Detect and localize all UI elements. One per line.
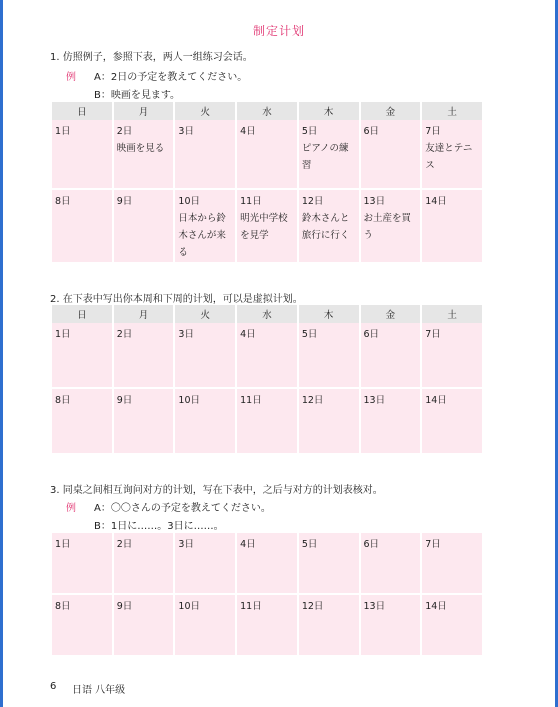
day-number: 7日	[425, 539, 441, 550]
section-3-example-b: B：1日に……。3日に……。	[94, 521, 224, 532]
day-cell	[361, 389, 421, 455]
day-cell	[237, 323, 297, 389]
weekday-header: 月	[114, 305, 174, 323]
day-number: 9日	[116, 196, 133, 207]
week-row-2	[52, 595, 482, 657]
day-cell	[361, 190, 421, 264]
weekday-header: 日	[52, 102, 112, 120]
day-number: 12日	[301, 601, 324, 612]
page-number: 6	[50, 681, 57, 692]
day-number: 8日	[55, 601, 71, 612]
week-row-2	[52, 190, 482, 264]
day-number: 5日	[301, 329, 318, 340]
day-cell	[299, 595, 359, 657]
day-number: 11日	[240, 601, 262, 612]
day-cell	[175, 120, 235, 190]
day-number: 14日	[425, 395, 447, 406]
weekday-header: 土	[422, 102, 482, 120]
weekday-header: 金	[361, 305, 421, 323]
weekday-header: 火	[175, 102, 235, 120]
day-cell	[237, 120, 297, 190]
day-number: 12日	[301, 395, 324, 406]
weekday-header: 水	[237, 102, 297, 120]
section-2-question: 2. 在下表中写出你本周和下周的计划，可以是虚拟计划。	[50, 294, 303, 305]
day-number: 10日	[178, 395, 200, 406]
day-cell	[52, 595, 112, 657]
day-cell	[114, 190, 174, 264]
day-number: 2日	[116, 329, 133, 340]
weekday-header: 木	[299, 102, 359, 120]
day-cell	[237, 389, 297, 455]
day-number: 3日	[178, 539, 194, 550]
day-number: 7日	[425, 329, 441, 340]
section-3-example-label: 例	[66, 503, 76, 514]
day-cell	[114, 120, 174, 190]
day-cell	[175, 190, 235, 264]
day-cell	[299, 323, 359, 389]
day-cell	[422, 190, 482, 264]
week-row-1	[52, 120, 482, 190]
day-cell	[422, 323, 482, 389]
day-number: 11日	[240, 395, 262, 406]
day-number: 13日	[363, 196, 386, 207]
plan-note: ピアノの練習	[301, 143, 349, 171]
plan-note: 鈴木さんと旅行に行く	[301, 213, 350, 241]
day-cell	[361, 595, 421, 657]
schedule-table-3	[50, 533, 484, 657]
day-cell	[175, 595, 235, 657]
book-title: 日语 八年级	[72, 685, 126, 696]
day-cell	[114, 595, 174, 657]
day-cell	[175, 323, 235, 389]
day-number: 1日	[55, 539, 71, 550]
day-cell	[361, 323, 421, 389]
day-cell	[114, 533, 174, 595]
day-number: 3日	[178, 329, 194, 340]
schedule-table-2	[50, 305, 484, 455]
day-number: 6日	[363, 329, 380, 340]
day-cell	[299, 190, 359, 264]
plan-note: 映画を見る	[116, 143, 165, 154]
day-cell	[422, 533, 482, 595]
day-number: 10日	[178, 601, 200, 612]
day-cell	[361, 533, 421, 595]
day-number: 14日	[425, 196, 447, 207]
day-number: 9日	[116, 395, 133, 406]
day-cell	[299, 120, 359, 190]
day-number: 2日	[116, 126, 133, 137]
weekday-header: 火	[175, 305, 235, 323]
day-cell	[175, 533, 235, 595]
day-cell	[361, 120, 421, 190]
day-cell	[422, 595, 482, 657]
day-cell	[422, 120, 482, 190]
page-title: 制定计划	[252, 24, 305, 38]
weekday-header-row	[52, 305, 482, 323]
day-cell	[237, 595, 297, 657]
section-1-example-label: 例	[66, 72, 76, 83]
day-number: 4日	[240, 329, 256, 340]
page-border-left	[0, 0, 3, 707]
day-cell	[299, 533, 359, 595]
day-cell	[299, 389, 359, 455]
day-number: 13日	[363, 395, 386, 406]
schedule-table-1	[50, 102, 484, 264]
day-cell	[52, 120, 112, 190]
plan-note: 日本から鈴木さんが来る	[178, 213, 226, 258]
day-number: 1日	[55, 329, 71, 340]
weekday-header: 水	[237, 305, 297, 323]
day-cell	[422, 389, 482, 455]
section-3-question: 3. 同桌之间相互询问对方的计划，写在下表中，之后与对方的计划表核对。	[50, 485, 383, 496]
day-number: 11日	[240, 196, 262, 207]
day-number: 6日	[363, 539, 380, 550]
day-number: 7日	[425, 126, 441, 137]
week-row-2	[52, 389, 482, 455]
section-1-question: 1. 仿照例子，参照下表，两人一组练习会话。	[50, 52, 253, 63]
day-cell	[52, 533, 112, 595]
day-cell	[114, 389, 174, 455]
day-number: 8日	[55, 196, 71, 207]
weekday-header-row	[52, 102, 482, 120]
day-number: 1日	[55, 126, 71, 137]
section-1-example-b: B：映画を見ます。	[94, 90, 181, 101]
day-number: 10日	[178, 196, 200, 207]
day-number: 13日	[363, 601, 386, 612]
day-number: 4日	[240, 539, 256, 550]
weekday-header: 木	[299, 305, 359, 323]
weekday-header: 金	[361, 102, 421, 120]
day-cell	[237, 533, 297, 595]
plan-note: 明光中学校を見学	[240, 213, 288, 241]
day-cell	[52, 190, 112, 264]
week-row-1	[52, 533, 482, 595]
week-row-1	[52, 323, 482, 389]
day-number: 8日	[55, 395, 71, 406]
day-cell	[114, 323, 174, 389]
day-number: 14日	[425, 601, 447, 612]
day-number: 6日	[363, 126, 380, 137]
day-number: 12日	[301, 196, 324, 207]
day-cell	[52, 323, 112, 389]
section-1-example-a: A：2日の予定を教えてください。	[94, 72, 248, 83]
weekday-header: 日	[52, 305, 112, 323]
day-cell	[237, 190, 297, 264]
day-number: 5日	[301, 126, 318, 137]
plan-note: 友達とテニス	[425, 143, 473, 171]
day-cell	[175, 389, 235, 455]
day-number: 9日	[116, 601, 133, 612]
day-number: 3日	[178, 126, 194, 137]
plan-note: お土産を買う	[363, 213, 412, 241]
day-number: 4日	[240, 126, 256, 137]
day-cell	[52, 389, 112, 455]
weekday-header: 土	[422, 305, 482, 323]
weekday-header: 月	[114, 102, 174, 120]
day-number: 2日	[116, 539, 133, 550]
section-3-example-a: A：〇〇さんの予定を教えてください。	[94, 503, 271, 514]
day-number: 5日	[301, 539, 318, 550]
